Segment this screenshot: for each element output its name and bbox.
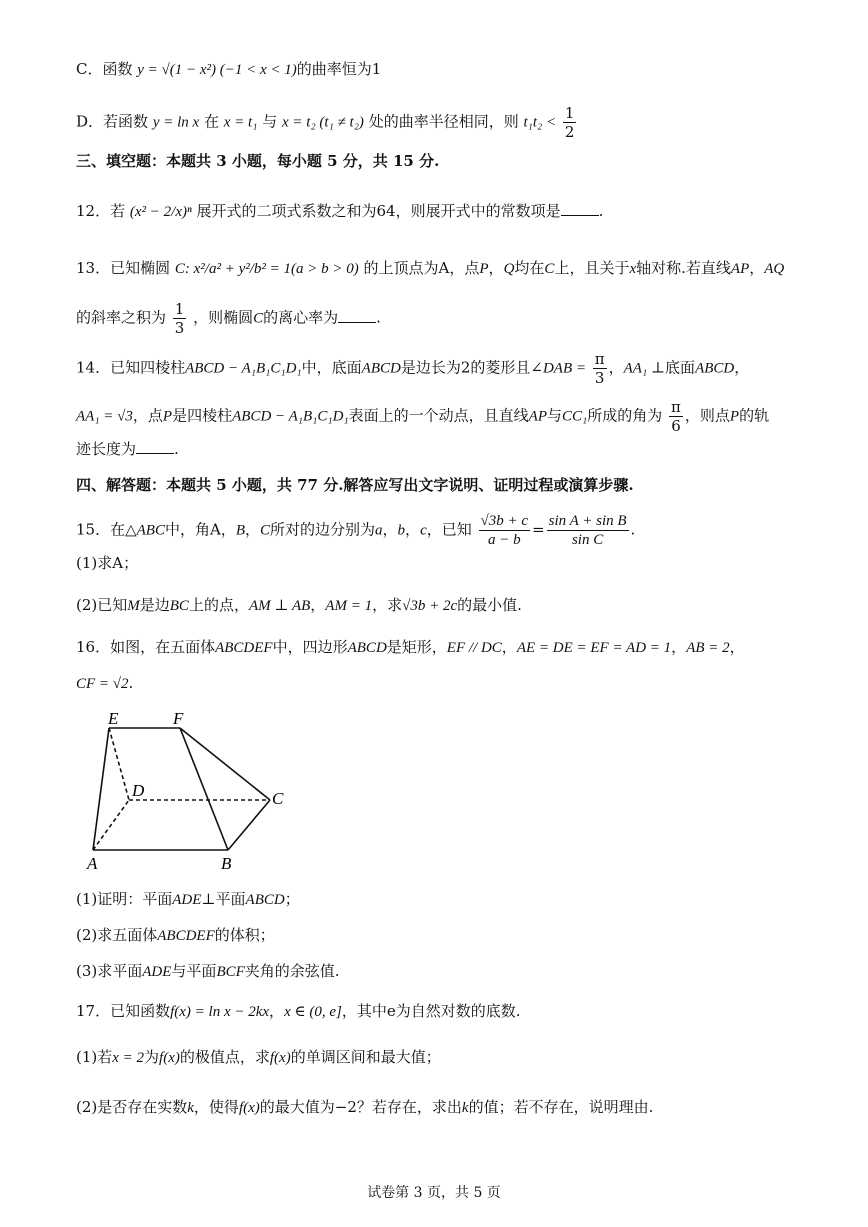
q14-text: 与 xyxy=(547,406,563,425)
q17-domain: x ∈ (0, e] xyxy=(284,1004,342,1020)
question-17-part1 xyxy=(76,1046,441,1069)
q14-text: 所成的角为 xyxy=(587,406,663,425)
q17-text: ，使得 xyxy=(193,1098,239,1116)
section-4-heading: 四、解答题：本题共 5 小题，共 77 分.解答应写出文字说明、证明过程或演算步骤. xyxy=(76,476,634,494)
pentahedron-figure xyxy=(80,705,310,875)
q15-end: . xyxy=(630,520,636,539)
q16-plane-ade: ADE xyxy=(172,892,202,908)
q15-text: 所对的边分别为 xyxy=(270,520,376,539)
q15-sep: ， xyxy=(244,520,260,539)
q16-cf-length: CF = √2 xyxy=(76,676,129,692)
q15-perp: AM ⊥ AB xyxy=(248,598,311,614)
q14-length: AA₁ = √3 xyxy=(76,408,133,425)
label-e: E xyxy=(108,709,119,728)
option-d-text: 处的曲率半径相同，则 xyxy=(368,112,519,131)
q15-text: 上的点， xyxy=(188,596,249,614)
q15-side-b: b xyxy=(397,522,406,539)
q15-angle-b: B xyxy=(235,522,245,539)
q14-text: 14．已知四棱柱 xyxy=(76,358,186,377)
q17-fx: f(x) xyxy=(159,1050,180,1066)
q13-point-q: Q xyxy=(503,261,515,277)
q13-curve-c: C xyxy=(544,261,555,277)
q14-text: 底面 xyxy=(665,358,696,377)
question-14-line3 xyxy=(76,438,179,460)
q12-number: 12．若 xyxy=(76,202,126,220)
q15-triangle: ABC xyxy=(136,522,165,539)
q14-end: ， xyxy=(734,358,750,377)
q15-text: 的最小值. xyxy=(457,596,522,614)
q17-text: (2)是否存在实数 xyxy=(76,1098,188,1116)
q16-parallel: EF // DC xyxy=(446,640,502,656)
question-13-line1 xyxy=(76,257,784,280)
q14-line-ap: AP xyxy=(528,408,547,425)
question-17-part2 xyxy=(76,1096,653,1119)
answer-blank xyxy=(561,201,599,216)
option-c-formula: y = √(1 − x²) (−1 < x < 1) xyxy=(137,62,297,78)
q12-end: . xyxy=(598,202,604,220)
q16-text: (3)求平面 xyxy=(76,962,143,980)
q14-perp: AA₁ ⊥ xyxy=(623,360,666,377)
q16-end: ； xyxy=(284,890,300,908)
q15-point-m: M xyxy=(127,598,140,614)
q13-line-aq: AQ xyxy=(764,261,785,277)
question-14-line1 xyxy=(76,350,749,387)
edge-bc xyxy=(228,800,270,850)
option-d-func: y = ln x xyxy=(152,114,200,131)
fraction-denominator: 2 xyxy=(564,123,575,141)
question-15-part2 xyxy=(76,594,522,617)
fraction-denominator: sin C xyxy=(571,532,604,548)
option-d xyxy=(76,104,578,141)
option-d-fraction xyxy=(563,104,577,141)
q15-text: ，求 xyxy=(372,596,403,614)
q16-sep: ， xyxy=(671,638,687,656)
q17-sep: ， xyxy=(269,1002,285,1020)
section-3-heading: 三、填空题：本题共 3 小题，每小题 5 分，共 15 分. xyxy=(76,152,440,170)
q13-text: ，则椭圆 xyxy=(193,308,254,327)
q15-side-c: c xyxy=(420,522,427,539)
q16-text: (1)证明：平面 xyxy=(76,890,173,908)
question-16-part1 xyxy=(76,888,300,911)
question-13-line2 xyxy=(76,300,381,337)
q16-text: 是矩形， xyxy=(386,638,447,656)
q16-text: (2)求五面体 xyxy=(76,926,158,944)
q14-text: 中，底面 xyxy=(301,358,362,377)
page-footer: 试卷第 3 页，共 5 页 xyxy=(367,1185,501,1201)
q15-text: (2)已知 xyxy=(76,596,128,614)
fraction-denominator: 3 xyxy=(594,369,605,387)
q14-fraction xyxy=(593,350,607,387)
label-d: D xyxy=(132,781,145,800)
question-12 xyxy=(76,200,603,223)
question-17 xyxy=(76,1000,520,1023)
question-16-part3 xyxy=(76,960,340,983)
q13-text: 13．已知椭圆 xyxy=(76,259,171,277)
q16-text: 的体积； xyxy=(214,926,275,944)
q16-text: 中，四边形 xyxy=(272,638,348,656)
q16-ab-length: AB = 2 xyxy=(686,640,730,656)
q16-sep: ， xyxy=(501,638,517,656)
q13-text: 的离心率为 xyxy=(263,308,339,327)
label-a: A xyxy=(87,854,98,873)
q13-text: 均在 xyxy=(514,259,545,277)
question-16-line2 xyxy=(76,672,133,695)
fraction-numerator: √3b + c xyxy=(480,513,529,529)
q14-text: 表面上的一个动点，且直线 xyxy=(348,406,529,425)
option-c-suffix: 的曲率恒为1 xyxy=(296,60,382,78)
q16-plane-abcd: ABCD xyxy=(245,892,285,908)
q13-text: 轴对称.若直线 xyxy=(636,259,731,277)
q14-text: 是边长为2的菱形且 xyxy=(400,358,531,377)
q13-ellipse-equation: C: x²/a² + y²/b² = 1(a > b > 0) xyxy=(174,261,359,277)
q16-solid: ABCDEF xyxy=(215,640,273,656)
question-16 xyxy=(76,636,745,659)
q17-text: 的最大值为−2？若存在，求出 xyxy=(259,1098,462,1116)
q17-text: 17．已知函数 xyxy=(76,1002,171,1020)
q12-expression: (x² − 2/x)ⁿ xyxy=(129,204,192,220)
q13-text: 的斜率之积为 xyxy=(76,308,167,327)
q14-base: ABCD xyxy=(695,360,735,377)
q12-text: 展开式的二项式系数之和为64，则展开式中的常数项是 xyxy=(196,202,561,220)
q16-quad: ABCD xyxy=(347,640,387,656)
fraction-denominator: 3 xyxy=(174,319,185,337)
fraction-numerator: 1 xyxy=(174,300,185,318)
q15-sep: ， xyxy=(382,520,398,539)
q13-fraction xyxy=(173,300,187,337)
fraction-denominator: a − b xyxy=(487,532,521,548)
q15-sep: ， xyxy=(405,520,421,539)
q16-text: 16．如图，在五面体 xyxy=(76,638,216,656)
fraction-numerator: 1 xyxy=(564,104,575,122)
q14-text: ，点 xyxy=(132,406,163,425)
q17-k: k xyxy=(461,1100,469,1116)
q13-curve-c: C xyxy=(253,310,264,327)
q13-sep: ， xyxy=(488,259,504,277)
q13-sep: ， xyxy=(749,259,765,277)
q14-text: 的轨 xyxy=(739,406,770,425)
option-c-prefix: C．函数 xyxy=(76,60,138,78)
q13-text: 上，且关于 xyxy=(554,259,630,277)
question-14-line2 xyxy=(76,398,769,435)
question-16-part2 xyxy=(76,924,275,947)
q17-text: ，其中e为自然对数的底数. xyxy=(341,1002,521,1020)
q13-text: 的上顶点为A，点 xyxy=(363,259,480,277)
q14-text: 是四棱柱 xyxy=(172,406,233,425)
fraction-numerator: sin A + sin B xyxy=(548,513,627,529)
q17-text: 的单调区间和最大值； xyxy=(290,1048,441,1066)
q17-text: 为 xyxy=(144,1048,160,1066)
q17-fx: f(x) xyxy=(269,1050,291,1066)
fraction-numerator: π xyxy=(671,398,681,416)
label-c: C xyxy=(272,789,284,808)
q14-base: ABCD xyxy=(361,360,401,377)
q14-fraction-2 xyxy=(669,398,683,435)
answer-blank xyxy=(338,308,376,323)
q14-point-p: P xyxy=(729,408,740,425)
q16-lengths: AE = DE = EF = AD = 1 xyxy=(516,640,672,656)
fraction-numerator: π xyxy=(594,350,605,368)
q17-function: f(x) = ln x − 2kx xyxy=(170,1004,270,1020)
label-b: B xyxy=(221,854,232,873)
q15-expression: √3b + 2c xyxy=(402,598,458,614)
q14-line-cc1: CC₁ xyxy=(562,408,588,425)
q15-equals: = xyxy=(532,520,545,539)
option-d-t1: x = t₁ xyxy=(223,114,258,131)
question-15-part1: (1)求A； xyxy=(76,554,139,572)
q16-text: 与平面 xyxy=(171,962,217,980)
q14-end: . xyxy=(174,440,179,458)
q17-k: k xyxy=(187,1100,194,1116)
q15-text: ，已知 xyxy=(426,520,472,539)
q17-x-value: x = 2 xyxy=(112,1050,145,1066)
edge-ed xyxy=(109,728,129,800)
q15-sep: ， xyxy=(310,596,326,614)
question-15 xyxy=(76,512,635,549)
q16-end: ， xyxy=(729,638,745,656)
q15-angle-c: C xyxy=(260,522,271,539)
q17-text: (1)若 xyxy=(76,1048,113,1066)
q13-line-ap: AP xyxy=(730,261,750,277)
q13-point-p: P xyxy=(479,261,489,277)
q14-angle: ∠DAB = xyxy=(530,360,586,377)
q14-point-p: P xyxy=(162,408,173,425)
q15-am-length: AM = 1 xyxy=(325,598,373,614)
option-d-ineq: t₁t₂ < xyxy=(523,114,557,131)
q14-sep: ， xyxy=(608,358,624,377)
q14-text: ，则点 xyxy=(684,406,730,425)
q15-text: 15．在△ xyxy=(76,520,137,539)
q15-side-a: a xyxy=(375,522,383,539)
q17-text: 的极值点，求 xyxy=(179,1048,270,1066)
q13-x-axis: x xyxy=(629,261,637,277)
fraction-denominator: 6 xyxy=(671,417,681,435)
q16-solid: ABCDEF xyxy=(157,928,215,944)
answer-blank xyxy=(136,439,174,454)
q16-plane-bcf: BCF xyxy=(216,964,245,980)
q15-side-bc: BC xyxy=(169,598,189,614)
q14-text: 迹长度为 xyxy=(76,440,137,458)
q16-plane-ade: ADE xyxy=(142,964,172,980)
q15-text: 是边 xyxy=(139,596,170,614)
label-f: F xyxy=(173,709,184,728)
q16-text: 夹角的余弦值. xyxy=(244,962,340,980)
q15-text: 中，角A， xyxy=(164,520,236,539)
option-c xyxy=(76,58,381,81)
q16-perp-symbol: ⊥ xyxy=(201,890,216,908)
q14-prism: ABCD − A₁B₁C₁D₁ xyxy=(232,408,349,425)
q16-end: . xyxy=(128,674,134,692)
q17-text: 的值；若不存在，说明理由. xyxy=(468,1098,654,1116)
q13-end: . xyxy=(376,308,381,327)
option-d-text: 在 xyxy=(203,112,219,131)
q14-prism: ABCD − A₁B₁C₁D₁ xyxy=(185,360,302,377)
q17-fx: f(x) xyxy=(238,1100,260,1116)
q15-fraction-left xyxy=(479,512,531,549)
q15-fraction-right xyxy=(547,512,629,549)
option-d-prefix: D．若函数 xyxy=(76,112,149,131)
option-d-text: 与 xyxy=(262,112,278,131)
q16-text: 平面 xyxy=(215,890,246,908)
option-d-t2: x = t₂ (t₁ ≠ t₂) xyxy=(282,114,364,131)
